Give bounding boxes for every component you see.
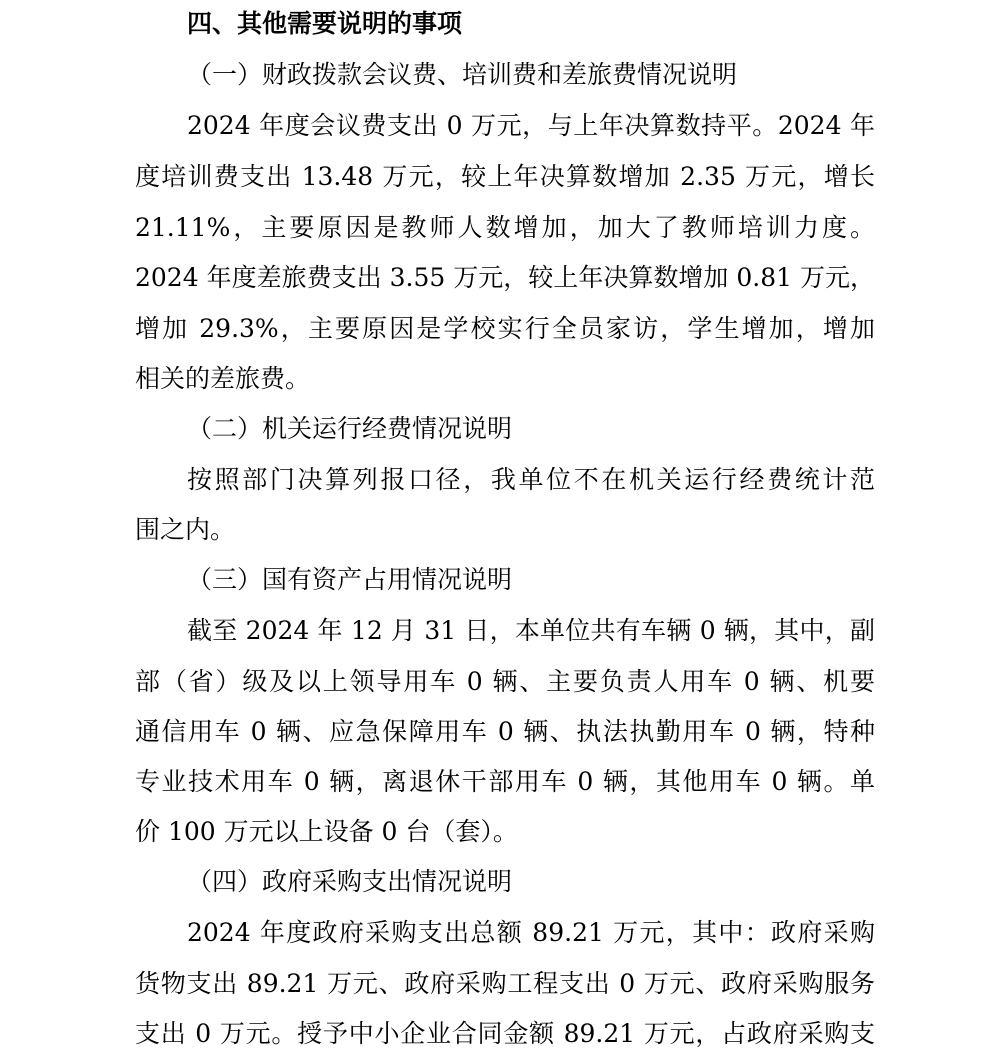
section-title: 四、其他需要说明的事项 [187, 9, 463, 38]
paragraph-line: 2024 年度会议费支出 0 万元，与上年决算数持平。2024 年 [187, 111, 875, 140]
paragraph-line: 2024 年度政府采购支出总额 89.21 万元，其中：政府采购 [187, 918, 875, 947]
paragraph-line: 度培训费支出 13.48 万元，较上年决算数增加 2.35 万元，增长 [135, 162, 875, 191]
paragraph-line: 部（省）级及以上领导用车 0 辆、主要负责人用车 0 辆、机要 [135, 667, 875, 696]
subsection-heading-3: （三）国有资产占用情况说明 [187, 565, 513, 594]
paragraph-line: 专业技术用车 0 辆，离退休干部用车 0 辆，其他用车 0 辆。单 [135, 767, 875, 796]
paragraph-line: 支出 0 万元。授予中小企业合同金额 89.21 万元，占政府采购支 [135, 1019, 875, 1048]
paragraph-line: 相关的差旅费。 [135, 364, 311, 393]
paragraph-line: 2024 年度差旅费支出 3.55 万元，较上年决算数增加 0.81 万元， [135, 263, 875, 292]
paragraph-line: 货物支出 89.21 万元、政府采购工程支出 0 万元、政府采购服务 [135, 969, 875, 998]
paragraph-line: 按照部门决算列报口径，我单位不在机关运行经费统计范 [187, 465, 875, 494]
paragraph-line: 通信用车 0 辆、应急保障用车 0 辆、执法执勤用车 0 辆，特种 [135, 717, 875, 746]
subsection-heading-2: （二）机关运行经费情况说明 [187, 414, 513, 443]
subsection-heading-1: （一）财政拨款会议费、培训费和差旅费情况说明 [187, 60, 738, 89]
paragraph-line: 围之内。 [135, 515, 236, 544]
paragraph-line: 增加 29.3%，主要原因是学校实行全员家访，学生增加，增加 [135, 314, 875, 343]
paragraph-line: 价 100 万元以上设备 0 台（套）。 [135, 817, 518, 846]
paragraph-line: 截至 2024 年 12 月 31 日，本单位共有车辆 0 辆，其中，副 [187, 616, 875, 645]
paragraph-line: 21.11%，主要原因是教师人数增加，加大了教师培训力度。 [135, 213, 875, 242]
subsection-heading-4: （四）政府采购支出情况说明 [187, 867, 513, 896]
